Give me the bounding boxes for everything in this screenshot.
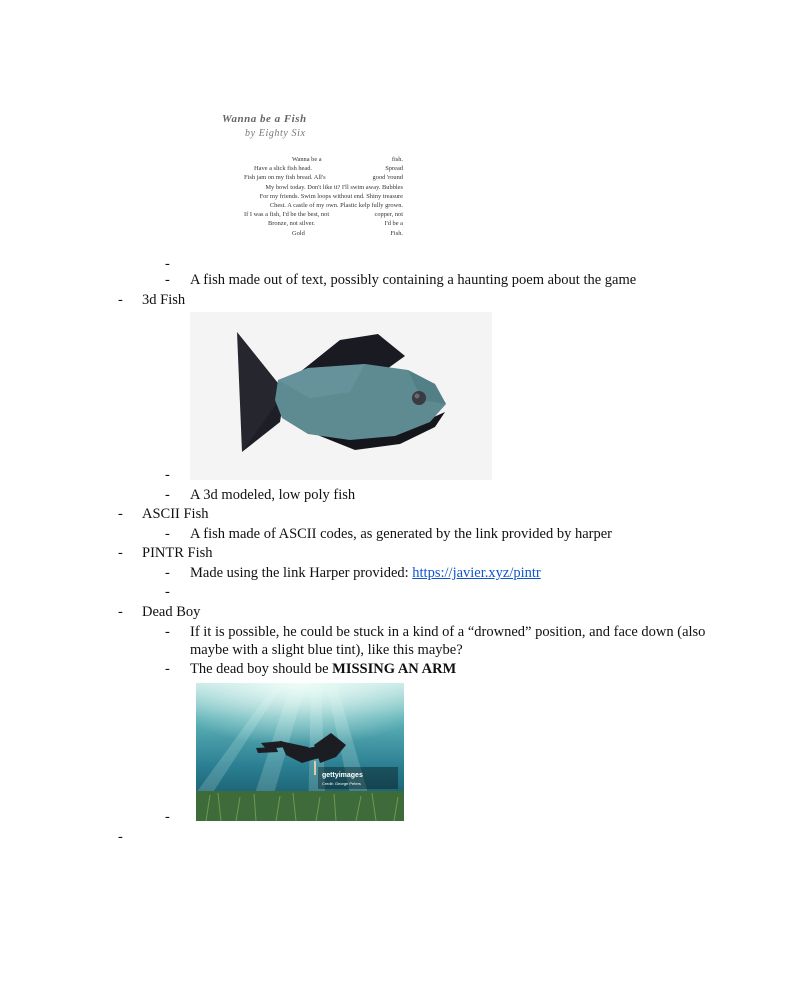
poem-line (222, 192, 403, 201)
getty-watermark: gettyimages (322, 772, 363, 779)
poem-line-left: Gold (292, 229, 305, 237)
pintr-fish-description (190, 564, 541, 583)
list-bullet: - (165, 584, 170, 600)
poem-line (222, 183, 403, 192)
list-bullet: - (165, 272, 170, 288)
poem-line-right: I'd be a (384, 220, 403, 228)
arm-note-text: The dead boy should be (190, 661, 333, 677)
poem-line (222, 210, 403, 219)
list-bullet: - (165, 565, 170, 581)
poem-line-right: Spread (385, 165, 403, 173)
poem-fish-description: A fish made out of text, possibly containing a haunting poem about the game (190, 272, 637, 288)
list-bullet: - (118, 292, 123, 308)
heading-pintr-fish: PINTR Fish (142, 545, 213, 561)
poem-line-right: good 'round (372, 174, 403, 182)
list-bullet: - (118, 506, 123, 522)
list-bullet: - (165, 467, 170, 483)
low-poly-fish-illustration (190, 312, 492, 480)
poem-line-left: My bowl today. Don't like it? I'll swim away. Bubbles (265, 183, 403, 191)
poem-line (222, 173, 403, 182)
poem-author: by Eighty Six (245, 128, 306, 139)
list-bullet: - (165, 487, 170, 503)
poem-title: Wanna be a Fish (222, 113, 307, 125)
poem-line-left: Fish jam on my fish bread. All's (244, 174, 326, 182)
poem-lines (222, 155, 403, 238)
getty-credit: Credit: George Peters (322, 781, 361, 786)
heading-3d-fish: 3d Fish (142, 292, 186, 308)
poem-image (222, 113, 407, 241)
list-bullet: - (165, 624, 170, 640)
dead-boy-arm-note (190, 660, 456, 679)
poem-line (222, 219, 403, 228)
poem-line-left: Have a slick fish head. (254, 165, 313, 173)
poem-line (222, 155, 403, 164)
poem-line-right: Fish. (390, 229, 403, 237)
poem-line-left: Bronze, not silver. (268, 220, 315, 228)
list-bullet: - (118, 604, 123, 620)
pintr-link[interactable]: https://javier.xyz/pintr (412, 565, 541, 581)
ascii-fish-description: A fish made of ASCII codes, as generated by the link provided by harper (190, 526, 613, 542)
poem-line-right: fish. (391, 156, 403, 163)
poem-line-right: copper, not (374, 211, 403, 219)
poem-line (222, 201, 403, 210)
list-bullet: - (165, 526, 170, 542)
heading-ascii-fish: ASCII Fish (142, 506, 209, 522)
3d-fish-image (190, 312, 492, 480)
list-bullet: - (165, 809, 170, 825)
pintr-description-text: Made using the link Harper provided: (190, 565, 413, 581)
list-bullet: - (118, 829, 123, 845)
list-bullet: - (165, 256, 170, 272)
list-bullet: - (118, 545, 123, 561)
poem-line-left: If I was a fish, I'd be the best, not (244, 211, 330, 219)
3d-fish-description: A 3d modeled, low poly fish (190, 487, 356, 503)
underwater-reference-image (196, 683, 404, 821)
drowned-figure-photo (196, 683, 404, 821)
list-bullet: - (165, 661, 170, 677)
poem-line-left: For my friends. Swim loops without end. Shiny treasure (259, 192, 403, 200)
arm-note-emphasis: MISSING AN ARM (332, 661, 457, 677)
poem-line-left: Wanna be a (292, 156, 322, 163)
dead-boy-description-line1: If it is possible, he could be stuck in a kind of a “drowned” position, and face down (also (190, 624, 706, 640)
heading-dead-boy: Dead Boy (142, 604, 201, 620)
poem-line (222, 164, 403, 173)
poem-line-left: Chest. A castle of my own. Plastic kelp fully grown. (269, 202, 403, 210)
poem-line (222, 229, 403, 238)
dead-boy-description-line2: maybe with a slight blue tint), like this maybe? (190, 642, 463, 658)
